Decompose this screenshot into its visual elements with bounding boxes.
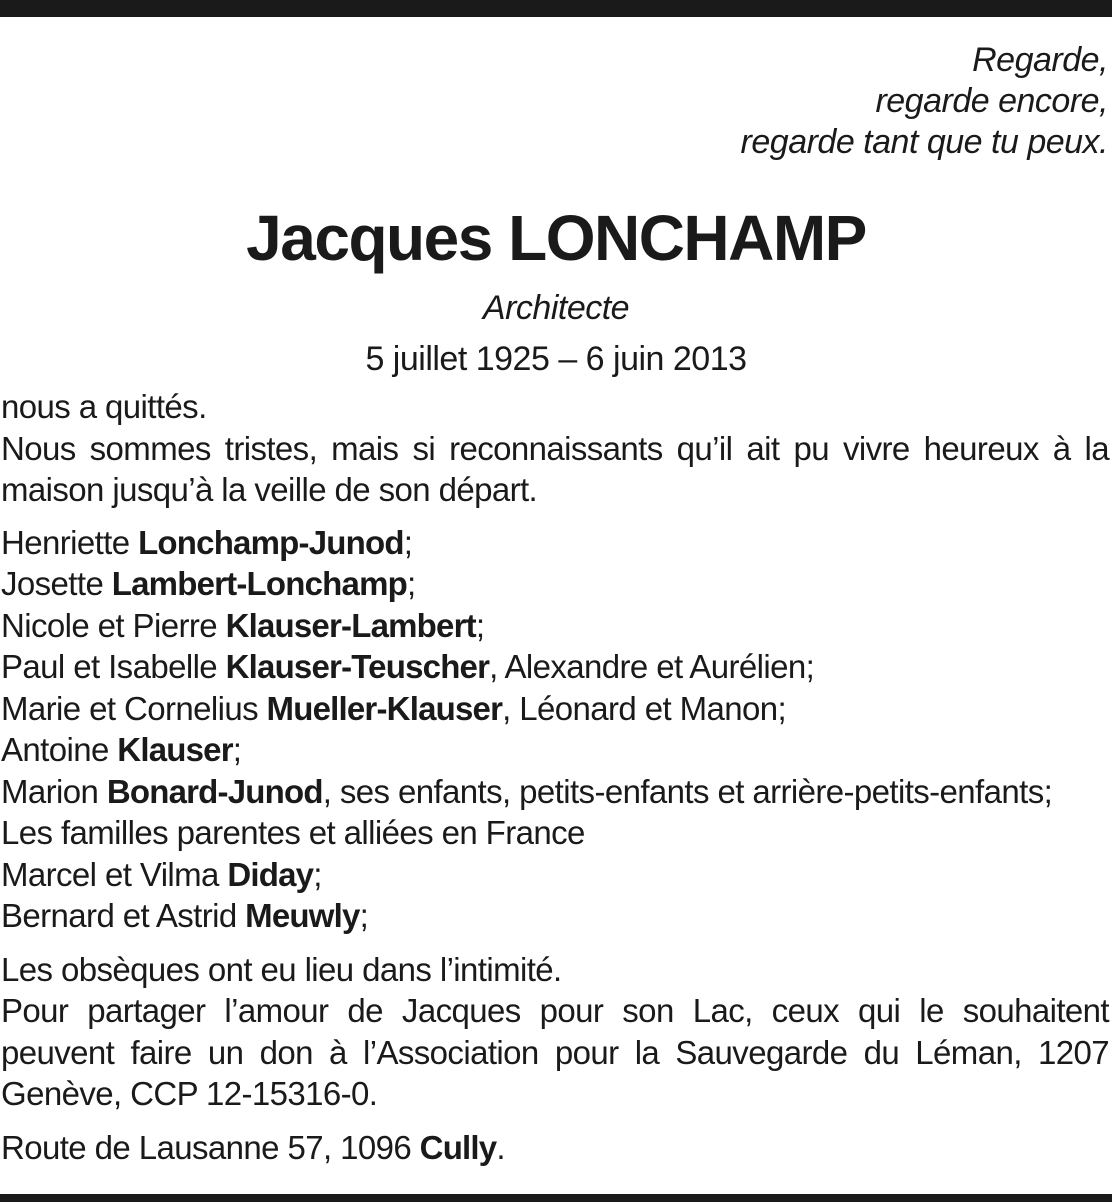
- family-surname: Mueller-Klauser: [266, 689, 503, 727]
- family-surname: Lonchamp-Junod: [138, 523, 404, 561]
- family-surname: Klauser: [117, 731, 233, 768]
- family-line: Bernard et Astrid Meuwly;: [1, 897, 369, 934]
- family-line: Antoine Klauser;: [1, 731, 242, 768]
- epigraph-line: regarde encore,: [875, 82, 1108, 120]
- family-line: Nicole et Pierre Klauser-Lambert;: [1, 606, 485, 644]
- family-line: Marion Bonard-Junod, ses enfants, petits-enfants et arrière-petits-enfants;: [1, 772, 1053, 810]
- family-surname: Klauser-Lambert: [225, 606, 476, 644]
- family-surname: Bonard-Junod: [106, 772, 323, 810]
- family-surname: Lambert-Lonchamp: [111, 565, 407, 602]
- address-town: Cully: [419, 1128, 497, 1166]
- deceased-name: Jacques LONCHAMP: [246, 202, 866, 274]
- life-dates: 5 juillet 1925 – 6 juin 2013: [365, 340, 747, 378]
- family-surname: Diday: [227, 855, 314, 893]
- family-line: Josette Lambert-Lonchamp;: [1, 565, 416, 602]
- funeral-line: Les obsèques ont eu lieu dans l’intimité.: [1, 950, 562, 988]
- epigraph-line: Regarde,: [972, 41, 1108, 79]
- family-line: Les familles parentes et alliées en France: [1, 814, 585, 851]
- top-rule: [0, 0, 1112, 17]
- family-surname: Klauser-Teuscher: [225, 648, 490, 685]
- family-list: [1, 522, 1109, 937]
- family-line: Paul et Isabelle Klauser-Teuscher, Alexandre et Aurélien;: [1, 648, 815, 685]
- intro-paragraph: Nous sommes tristes, mais si reconnaissants qu’il ait pu vivre heureux à la maison jusqu’à la veille de son départ.: [1, 429, 1109, 508]
- intro-line: nous a quittés.: [1, 388, 207, 425]
- epigraph: [741, 40, 1108, 163]
- family-line: Marcel et Vilma Diday;: [1, 855, 322, 893]
- donation-paragraph: Pour partager l’amour de Jacques pour son Lac, ceux qui le souhaitent peuvent faire un don à l’Association pour la Sauvegarde du Léman, 1207 Genève, CCP 12-15316-0.: [1, 992, 1109, 1112]
- family-line: Marie et Cornelius Mueller-Klauser, Léonard et Manon;: [1, 689, 787, 727]
- epigraph-line: regarde tant que tu peux.: [740, 123, 1108, 161]
- family-line: Henriette Lonchamp-Junod;: [1, 523, 413, 561]
- family-surname: Meuwly: [245, 897, 360, 934]
- bottom-rule: [0, 1194, 1112, 1202]
- profession: Architecte: [482, 289, 630, 327]
- notice-body: [1, 386, 1109, 1168]
- address-line: Route de Lausanne 57, 1096 Cully.: [1, 1128, 505, 1166]
